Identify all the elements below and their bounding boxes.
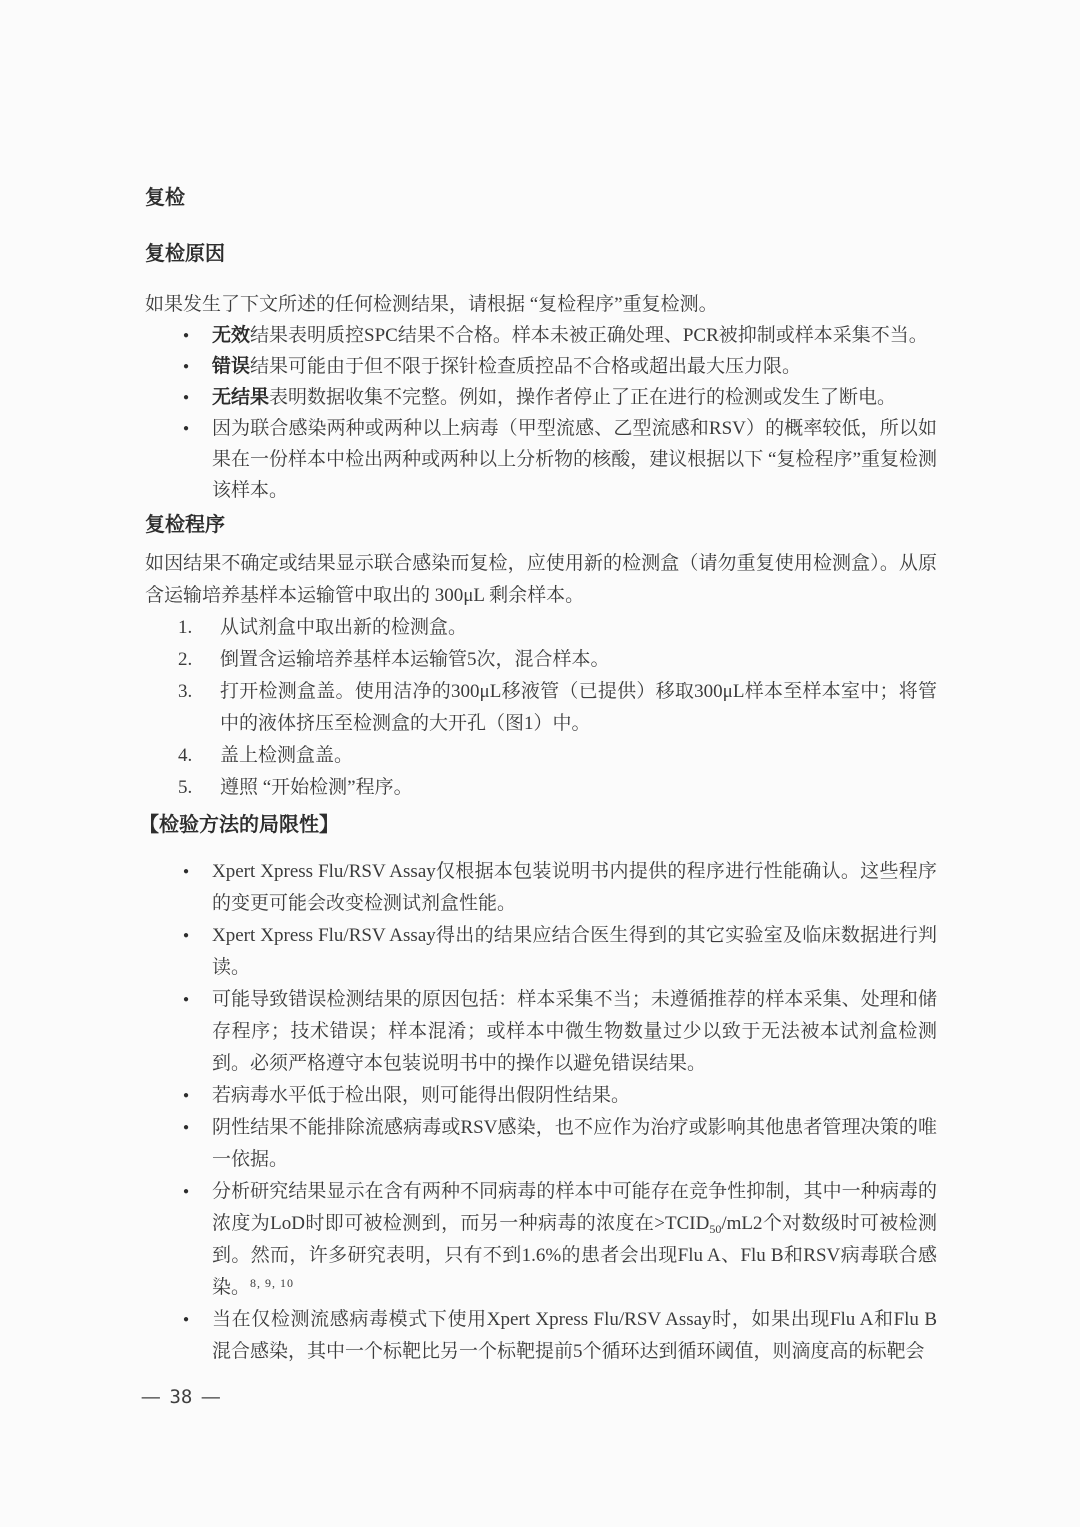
recheck-procedure-steps	[145, 612, 937, 804]
step-number: 1.	[178, 617, 193, 638]
step-number: 2.	[178, 649, 193, 670]
bullet-lead: 错误	[212, 356, 251, 377]
step-item	[145, 772, 937, 804]
subscript-50: 50	[709, 1222, 722, 1236]
step-text: 遵照 “开始检测”程序。	[220, 777, 413, 798]
bullet-item	[145, 1176, 937, 1304]
reference-superscript: 8, 9, 10	[250, 1276, 295, 1290]
bullet-lead: 无结果	[212, 387, 270, 408]
step-item	[145, 740, 937, 772]
bullet-icon: ●	[183, 1090, 190, 1101]
bullet-body: 因为联合感染两种或两种以上病毒（甲型流感、乙型流感和RSV）的概率较低，所以如果在一份样本中检出两种或两种以上分析物的核酸，建议根据以下 “复检程序”重复检测该样本。	[212, 418, 937, 501]
recheck-reason-list	[145, 320, 937, 506]
bullet-icon: ●	[183, 330, 190, 341]
bullet-body: 结果表明质控SPC结果不合格。样本未被正确处理、PCR被抑制或样本采集不当。	[250, 325, 928, 346]
bullet-icon: ●	[183, 866, 190, 877]
bullet-icon: ●	[183, 423, 190, 434]
bullet-text: 阴性结果不能排除流感病毒或RSV感染，也不应作为治疗或影响其他患者管理决策的唯一依据。	[212, 1117, 937, 1170]
limitations-list	[145, 856, 937, 1368]
bullet-body: 结果可能由于但不限于探针检查质控品不合格或超出最大压力限。	[250, 356, 802, 377]
bullet-icon: ●	[183, 1314, 190, 1325]
step-number: 5.	[178, 777, 193, 798]
step-item	[145, 612, 937, 644]
page-number: 38	[169, 1386, 193, 1408]
bullet-item	[145, 320, 937, 351]
step-text: 从试剂盒中取出新的检测盒。	[220, 617, 468, 638]
bullet-icon: ●	[183, 361, 190, 372]
bullet-icon: ●	[183, 930, 190, 941]
bullet-item	[145, 920, 937, 984]
bullet-item	[145, 856, 937, 920]
bullet-lead: 无效	[212, 325, 251, 346]
heading-recheck: 复检	[145, 187, 185, 209]
step-text: 打开检测盒盖。使用洁净的300μL移液管（已提供）移取300μL样本至样本室中；将管中的液体挤压至检测盒的大开孔（图1）中。	[220, 681, 937, 734]
bullet-item	[145, 1112, 937, 1176]
footer-dash-right: —	[201, 1386, 221, 1408]
bullet-text	[212, 382, 937, 413]
heading-recheck-reason: 复检原因	[145, 243, 225, 265]
bullet-body-part1: 分析研究结果显示在含有两种不同病毒的样本中可能存在竞争性抑制，其中一种病毒的浓度为LoD时即可被检测到，而另一种病毒的浓度在>TCID	[212, 1181, 937, 1234]
footer-dash-left: —	[141, 1386, 160, 1408]
bullet-item	[145, 351, 937, 382]
step-number: 4.	[178, 745, 193, 766]
page-footer	[141, 1386, 221, 1408]
bullet-item	[145, 382, 937, 413]
heading-limitations: 【检验方法的局限性】	[139, 814, 339, 836]
bullet-text: 可能导致错误检测结果的原因包括：样本采集不当；未遵循推荐的样本采集、处理和储存程序；技术错误；样本混淆；或样本中微生物数量过少以致于无法被本试剂盒检测到。必须严格遵守本包装说明书中的操作以避免错误结果。	[212, 989, 937, 1074]
step-item	[145, 676, 937, 740]
bullet-icon: ●	[183, 994, 190, 1005]
bullet-item	[145, 1304, 937, 1368]
bullet-body: 表明数据收集不完整。例如，操作者停止了正在进行的检测或发生了断电。	[269, 387, 897, 408]
bullet-item	[145, 413, 937, 506]
bullet-icon: ●	[183, 392, 190, 403]
bullet-text: 当在仅检测流感病毒模式下使用Xpert Xpress Flu/RSV Assay时，如果出现Flu A和Flu B混合感染，其中一个标靶比另一个标靶提前5个循环达到循环阈值，则滴度高的标靶会	[212, 1309, 937, 1362]
heading-recheck-procedure: 复检程序	[145, 514, 225, 536]
bullet-text: 若病毒水平低于检出限，则可能得出假阴性结果。	[212, 1085, 631, 1106]
bullet-text	[212, 351, 937, 382]
bullet-text: Xpert Xpress Flu/RSV Assay仅根据本包装说明书内提供的程序进行性能确认。这些程序的变更可能会改变检测试剂盒性能。	[212, 861, 937, 914]
bullet-text: Xpert Xpress Flu/RSV Assay得出的结果应结合医生得到的其它实验室及临床数据进行判读。	[212, 925, 937, 978]
bullet-icon: ●	[183, 1186, 190, 1197]
step-item	[145, 644, 937, 676]
step-text: 倒置含运输培养基样本运输管5次，混合样本。	[220, 649, 610, 670]
step-text: 盖上检测盒盖。	[220, 745, 354, 766]
bullet-body-part2: /mL2个对数级时可被检测到。然而，许多研究表明，只有不到1.6%的患者会出现Flu A、Flu B和RSV病毒联合感染。	[212, 1213, 937, 1298]
recheck-reason-intro: 如果发生了下文所述的任何检测结果，请根据 “复检程序”重复检测。	[145, 294, 718, 315]
step-number: 3.	[178, 681, 193, 702]
bullet-icon: ●	[183, 1122, 190, 1133]
recheck-procedure-intro: 如因结果不确定或结果显示联合感染而复检，应使用新的检测盒（请勿重复使用检测盒）。从原含运输培养基样本运输管中取出的 300μL 剩余样本。	[145, 553, 937, 606]
page-content	[139, 183, 937, 1372]
bullet-text	[212, 1176, 937, 1304]
bullet-text	[212, 320, 937, 351]
bullet-item	[145, 984, 937, 1080]
bullet-item	[145, 1080, 937, 1112]
bullet-text	[212, 413, 937, 506]
